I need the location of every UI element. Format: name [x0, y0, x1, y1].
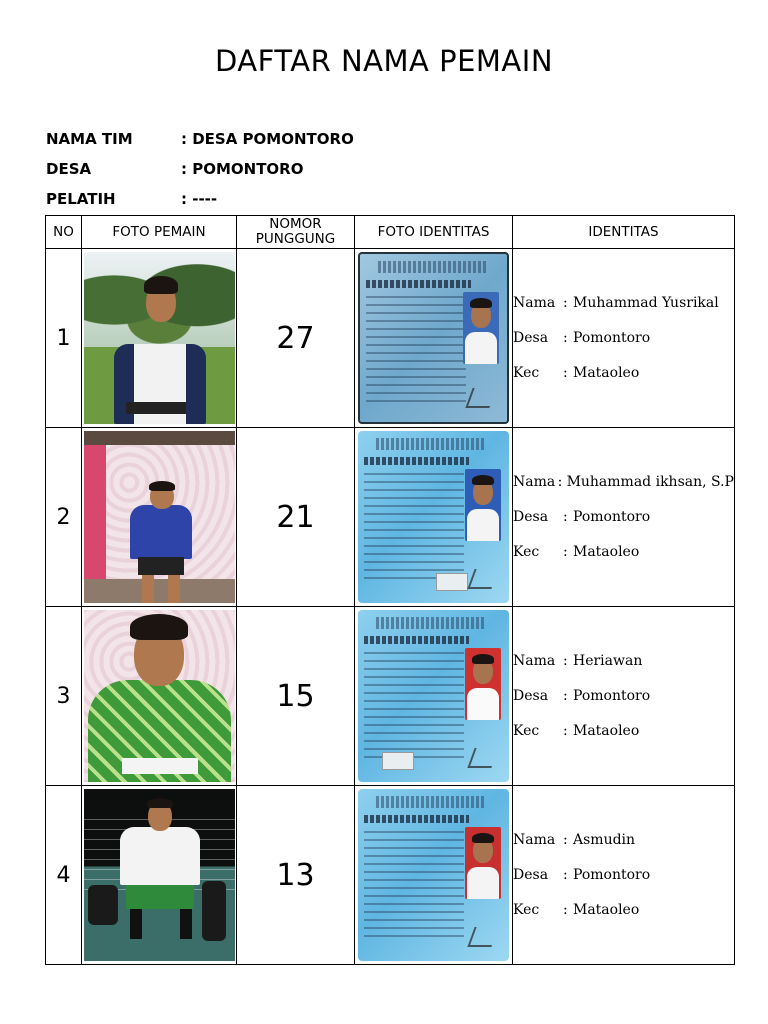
player-photo-cell: [82, 249, 237, 428]
label-village: Desa: [513, 688, 549, 704]
id-photo-cell: [355, 249, 513, 428]
player-photo: [84, 431, 235, 603]
colon: :: [563, 902, 568, 918]
header-player-photo: FOTO PEMAIN: [82, 216, 237, 249]
identity-cell: [513, 249, 735, 428]
label-village: Desa: [513, 509, 549, 525]
player-district: Mataoleo: [573, 902, 640, 918]
label-district: Kec: [513, 544, 540, 560]
label-name: Nama: [513, 295, 556, 311]
player-photo-cell: [82, 428, 237, 607]
player-photo: [84, 610, 235, 782]
team-info: [46, 124, 354, 214]
player-district: Mataoleo: [573, 365, 640, 381]
identity-cell: [513, 428, 735, 607]
player-district: Mataoleo: [573, 723, 640, 739]
label-village: Desa: [513, 867, 549, 883]
jersey-number: 21: [237, 428, 355, 607]
colon: :: [563, 723, 568, 739]
header-jersey-number: NOMOR PUNGGUNG: [237, 216, 355, 249]
player-photo-cell: [82, 607, 237, 786]
colon: :: [563, 509, 568, 525]
colon: :: [563, 688, 568, 704]
player-name: Asmudin: [573, 832, 636, 848]
identity-cell: [513, 607, 735, 786]
player-village: Pomontoro: [573, 509, 651, 525]
player-photo: [84, 789, 235, 961]
player-table: [45, 215, 735, 965]
label-name: Nama: [513, 832, 556, 848]
label-district: Kec: [513, 723, 540, 739]
colon: :: [563, 330, 568, 346]
jersey-number: 13: [237, 786, 355, 965]
player-village: Pomontoro: [573, 330, 651, 346]
player-village: Pomontoro: [573, 688, 651, 704]
identity-cell: [513, 786, 735, 965]
player-photo: [84, 252, 235, 424]
table-row: [46, 428, 735, 607]
player-name: Muhammad ikhsan, S.P: [566, 474, 734, 490]
info-label: PELATIH: [46, 190, 116, 208]
colon: :: [557, 474, 563, 490]
row-number: 4: [46, 786, 82, 965]
table-row: [46, 249, 735, 428]
table-row: [46, 786, 735, 965]
info-label: DESA: [46, 160, 92, 178]
table-header-row: [46, 216, 735, 249]
id-card-photo: [358, 431, 509, 603]
label-village: Desa: [513, 330, 549, 346]
id-photo-cell: [355, 428, 513, 607]
player-district: Mataoleo: [573, 544, 640, 560]
header-no: NO: [46, 216, 82, 249]
info-row-coach: [46, 184, 354, 214]
player-photo-cell: [82, 786, 237, 965]
label-district: Kec: [513, 902, 540, 918]
colon: :: [563, 295, 568, 311]
jersey-number: 15: [237, 607, 355, 786]
colon: :: [563, 867, 568, 883]
label-name: Nama: [513, 474, 556, 490]
row-number: 3: [46, 607, 82, 786]
table-row: [46, 607, 735, 786]
id-card-photo: [358, 252, 509, 424]
label-name: Nama: [513, 653, 556, 669]
id-card-photo: [358, 789, 509, 961]
row-number: 2: [46, 428, 82, 607]
jersey-number: 27: [237, 249, 355, 428]
info-value: : POMONTORO: [181, 160, 304, 178]
colon: :: [563, 832, 568, 848]
row-number: 1: [46, 249, 82, 428]
player-village: Pomontoro: [573, 867, 651, 883]
player-name: Muhammad Yusrikal: [573, 295, 719, 311]
id-photo-cell: [355, 607, 513, 786]
info-row-team: [46, 124, 354, 154]
info-value: : DESA POMONTORO: [181, 130, 354, 148]
id-card-photo: [358, 610, 509, 782]
colon: :: [563, 544, 568, 560]
label-district: Kec: [513, 365, 540, 381]
page-title: DAFTAR NAMA PEMAIN: [214, 44, 554, 78]
header-identity: IDENTITAS: [513, 216, 735, 249]
colon: :: [563, 365, 568, 381]
colon: :: [563, 653, 568, 669]
player-name: Heriawan: [573, 653, 643, 669]
id-photo-cell: [355, 786, 513, 965]
info-label: NAMA TIM: [46, 130, 133, 148]
header-id-photo: FOTO IDENTITAS: [355, 216, 513, 249]
info-row-village: [46, 154, 354, 184]
info-value: : ----: [181, 190, 218, 208]
